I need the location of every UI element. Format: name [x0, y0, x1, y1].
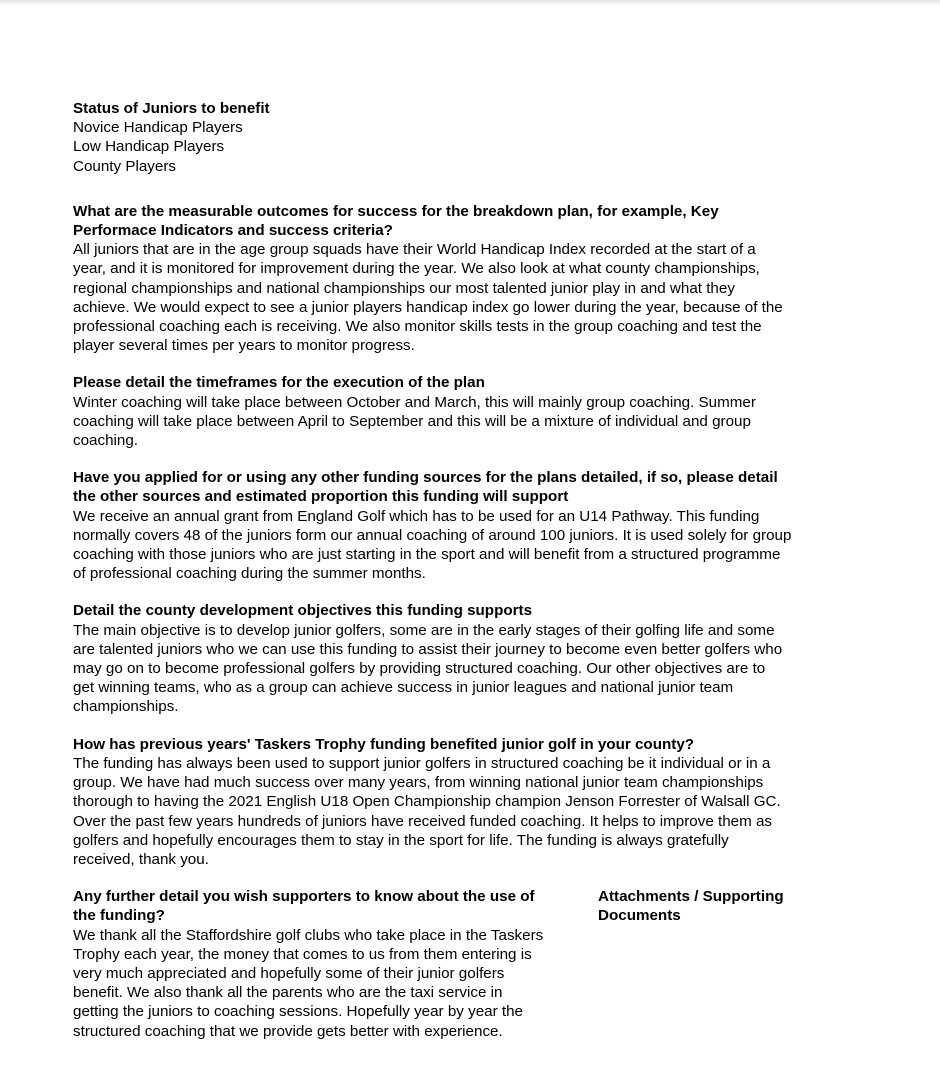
body-line: of professional coaching during the summer months. — [73, 565, 426, 583]
body-line: group. We have had much success over many years, from winning national junior team championships — [73, 774, 764, 792]
section-status — [73, 99, 863, 176]
previous-heading — [73, 735, 863, 754]
body-line: Trophy each year, the money that comes to us from them entering is — [73, 945, 532, 963]
body-line: coaching. — [73, 432, 139, 450]
funding-sources-heading — [73, 468, 863, 506]
status-list — [73, 118, 863, 176]
section-further-and-attachments — [73, 887, 863, 1041]
outcomes-body — [73, 240, 863, 355]
body-line: may go on to become professional golfers by providing structured coaching. Our other objectives are to — [73, 660, 766, 678]
outcomes-heading — [73, 202, 863, 240]
status-item: County Players — [73, 157, 176, 175]
body-line: are talented juniors who we can use this funding to assist their journey to become even better golfers who — [73, 640, 783, 658]
body-line: thorough to having the 2021 English U18 Open Championship champion Jenson Forrester of Walsall GC. — [73, 793, 781, 811]
section-previous — [73, 735, 863, 869]
section-outcomes — [73, 202, 863, 356]
body-line: getting the juniors to coaching sessions. Hopefully year by year the — [73, 1003, 523, 1021]
body-line: coaching will take place between April to September and this will be a mixture of individual and group — [73, 412, 751, 430]
body-line: All juniors that are in the age group squads have their World Handicap Index recorded at the start of a — [73, 241, 756, 259]
body-line: normally covers 48 of the juniors form our annual coaching of around 100 juniors. It is used solely for group — [73, 526, 792, 544]
section-objectives — [73, 601, 863, 716]
body-line: Over the past few years hundreds of juniors have received funded coaching. It helps to improve them as — [73, 812, 773, 830]
body-line: The funding has always been used to support junior golfers in structured coaching be it individual or in a — [73, 754, 771, 772]
objectives-body — [73, 621, 863, 717]
body-line: player several times per years to monitor progress. — [73, 337, 415, 355]
body-line: We thank all the Staffordshire golf clubs who take place in the Taskers — [73, 926, 544, 944]
timeframes-body — [73, 393, 863, 451]
further-column — [73, 887, 589, 1041]
heading-line: Please detail the timeframes for the execution of the plan — [73, 374, 485, 392]
body-line: professional coaching each is receiving. We also monitor skills tests in the group coaching and test the — [73, 318, 762, 336]
body-line: coaching with those juniors who are just starting in the sport and will benefit from a structured programme — [73, 546, 781, 564]
attachments-heading — [598, 887, 828, 925]
body-line: very much appreciated and hopefully some of their junior golfers — [73, 964, 505, 982]
body-line: The main objective is to develop junior golfers, some are in the early stages of their golfing life and some — [73, 621, 775, 639]
section-funding-sources — [73, 468, 863, 583]
heading-line: the funding? — [73, 907, 165, 925]
body-line: benefit. We also thank all the parents who are the taxi service in — [73, 984, 503, 1002]
body-line: championships. — [73, 698, 179, 716]
timeframes-heading — [73, 373, 863, 392]
status-item: Novice Handicap Players — [73, 119, 243, 137]
section-timeframes — [73, 373, 863, 450]
status-heading: Status of Juniors to benefit — [73, 100, 270, 117]
objectives-heading — [73, 601, 863, 620]
heading-line: What are the measurable outcomes for success for the breakdown plan, for example, Key — [73, 202, 719, 220]
heading-line: Performace Indicators and success criteria? — [73, 222, 393, 240]
heading-line: the other sources and estimated proportion this funding will support — [73, 488, 569, 506]
body-line: We receive an annual grant from England Golf which has to be used for an U14 Pathway. This funding — [73, 507, 760, 525]
body-line: get winning teams, who as a group can achieve success in junior leagues and national junior team — [73, 679, 734, 697]
attachments-column — [598, 887, 828, 1041]
previous-body — [73, 754, 863, 869]
heading-line: Any further detail you wish supporters to know about the use of — [73, 888, 535, 906]
body-line: Winter coaching will take place between October and March, this will mainly group coaching. Summer — [73, 393, 756, 411]
page-top-edge — [0, 0, 940, 6]
body-line: received, thank you. — [73, 850, 209, 868]
further-body — [73, 926, 589, 1041]
heading-line: How has previous years' Taskers Trophy funding benefited junior golf in your county? — [73, 735, 695, 753]
funding-sources-body — [73, 507, 863, 584]
further-heading — [73, 887, 589, 925]
heading-line: Detail the county development objectives this funding supports — [73, 602, 533, 620]
body-line: achieve. We would expect to see a junior players handicap index go lower during the year, because of the — [73, 298, 783, 316]
heading-line: Documents — [598, 907, 681, 925]
document-page — [73, 99, 863, 1059]
heading-line: Attachments / Supporting — [598, 888, 784, 906]
body-line: regional championships and national championships our most talented junior play in and what they — [73, 279, 735, 297]
status-item: Low Handicap Players — [73, 138, 225, 156]
body-line: golfers and hopefully encourages them to stay in the sport for life. The funding is always gratefully — [73, 831, 729, 849]
body-line: structured coaching that we provide gets better with experience. — [73, 1022, 503, 1040]
body-line: year, and it is monitored for improvement during the year. We also look at what county championships, — [73, 260, 760, 278]
heading-line: Have you applied for or using any other funding sources for the plans detailed, if so, please detail — [73, 469, 778, 487]
